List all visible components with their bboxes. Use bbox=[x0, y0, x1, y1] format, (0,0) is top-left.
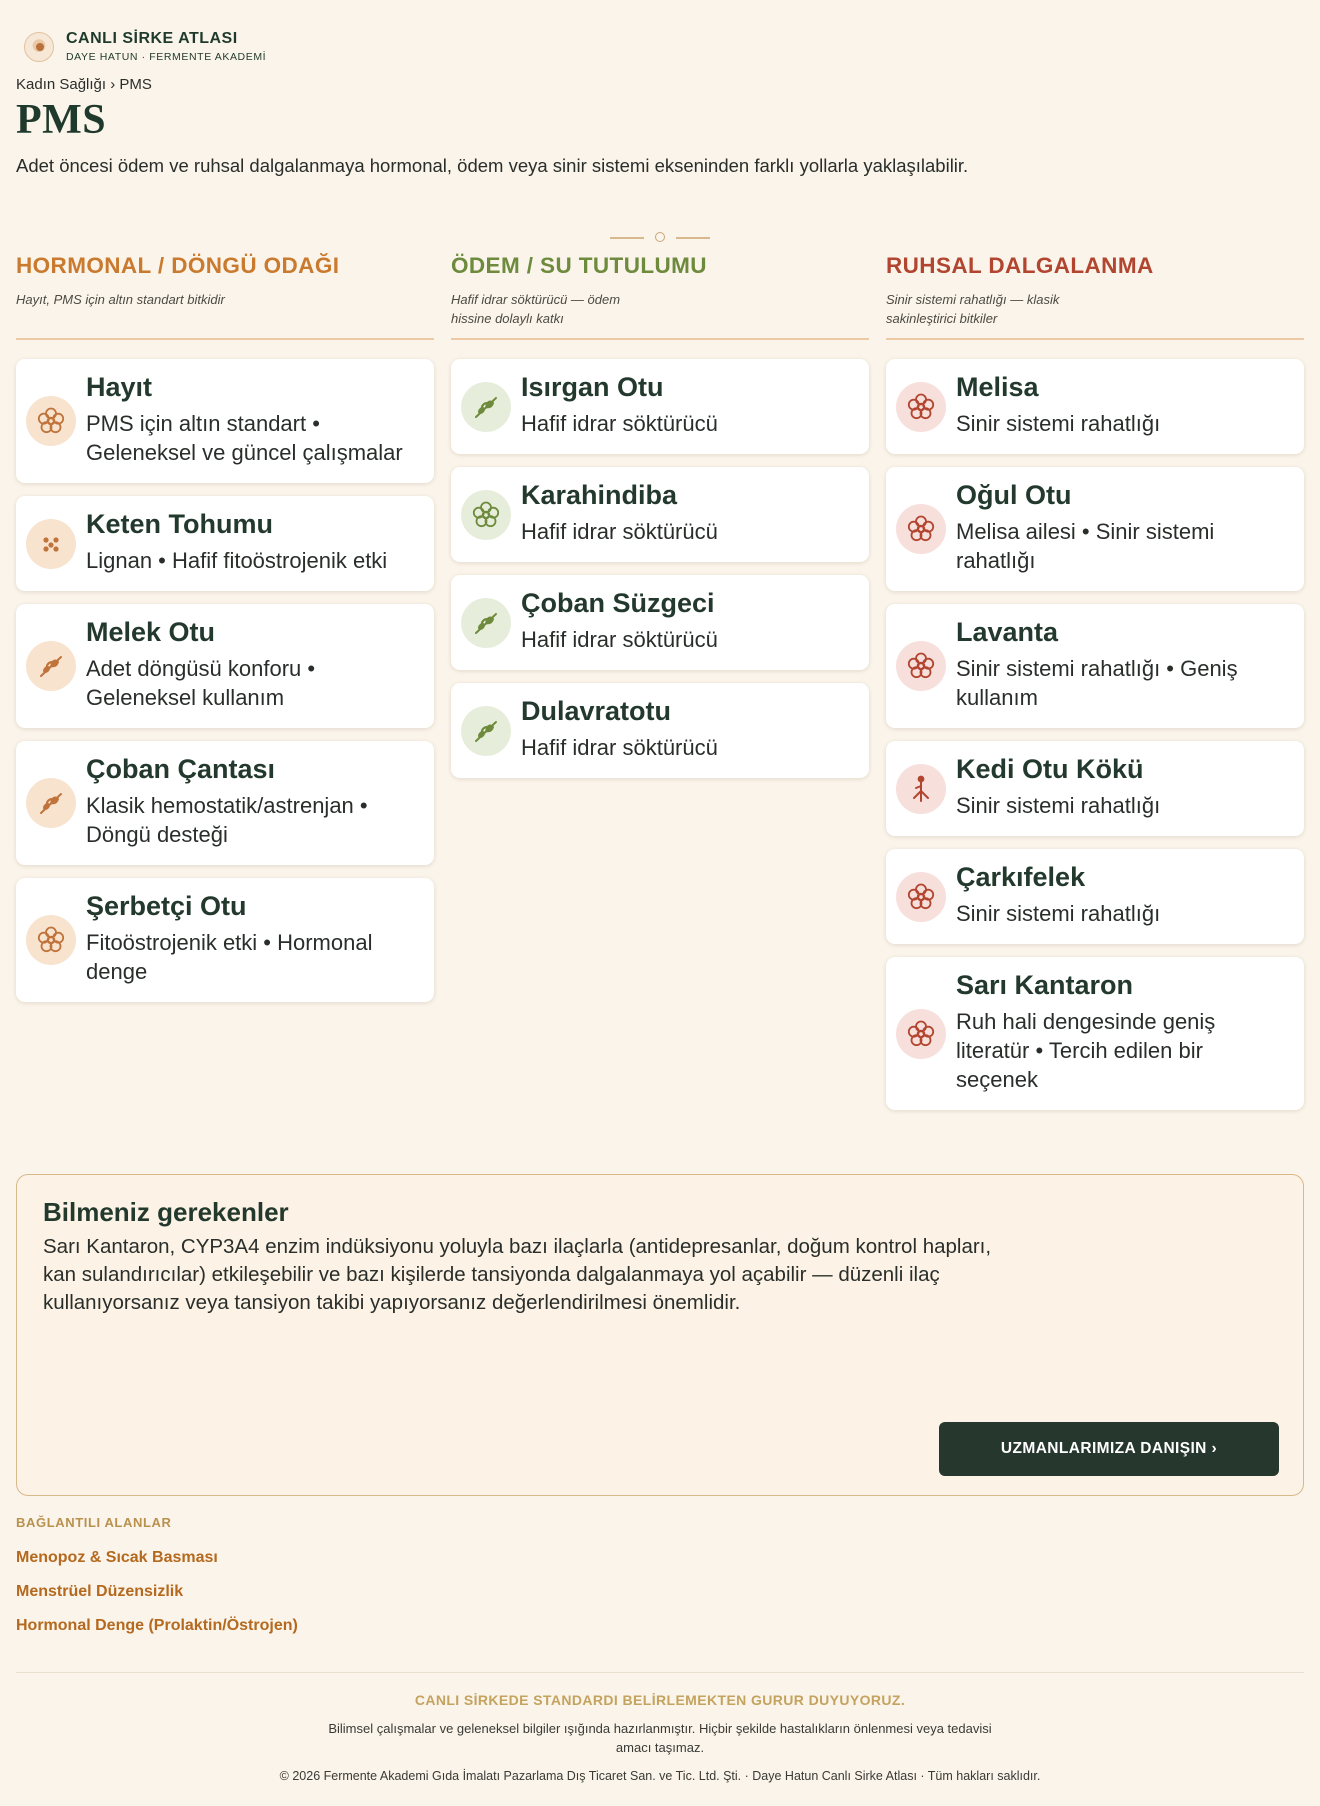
column-title: HORMONAL / DÖNGÜ ODAĞI bbox=[16, 253, 340, 278]
breadcrumb-separator: › bbox=[110, 76, 116, 93]
herb-card[interactable] bbox=[886, 604, 1304, 728]
herb-description: PMS için altın standart • Geleneksel ve güncel çalışmalar bbox=[86, 411, 403, 465]
root-icon bbox=[896, 764, 946, 814]
herb-card[interactable] bbox=[16, 741, 434, 865]
related-label: BAĞLANTILI ALANLAR bbox=[16, 1515, 172, 1530]
footer-disclaimer: Bilimsel çalışmalar ve geleneksel bilgiler ışığında hazırlanmıştır. Hiçbir şekilde hastalıkların önlenmesi veya tedavisi amacı taşımaz. bbox=[328, 1721, 992, 1755]
related-links bbox=[16, 1545, 298, 1647]
herb-description: Sinir sistemi rahatlığı bbox=[956, 901, 1161, 926]
herb-columns bbox=[16, 250, 1304, 1110]
column-description: Hayıt, PMS için altın standart bitkidir bbox=[16, 292, 225, 307]
herb-card[interactable] bbox=[451, 683, 869, 778]
footer-tagline: CANLI SİRKEDE STANDARDI BELİRLEMEKTEN GURUR DUYUYORUZ. bbox=[414, 1692, 906, 1708]
brand-logo-icon bbox=[24, 32, 54, 62]
column-header bbox=[886, 250, 1304, 340]
column-header bbox=[451, 250, 869, 340]
herb-card-list bbox=[451, 359, 869, 778]
herb-description: Lignan • Hafif fitoöstrojenik etki bbox=[86, 548, 388, 573]
flower-icon bbox=[896, 382, 946, 432]
herb-card[interactable] bbox=[886, 359, 1304, 454]
column-header bbox=[16, 250, 434, 340]
herb-card[interactable] bbox=[886, 957, 1304, 1110]
notice-title: Bilmeniz gerekenler bbox=[43, 1197, 289, 1227]
breadcrumb bbox=[16, 76, 152, 93]
herb-name: Karahindiba bbox=[521, 480, 678, 510]
flower-icon bbox=[26, 915, 76, 965]
sprig-icon bbox=[461, 598, 511, 648]
page-title: PMS bbox=[16, 97, 107, 143]
herb-name: Kedi Otu Kökü bbox=[956, 754, 1144, 784]
page bbox=[16, 0, 1304, 1806]
herb-description: Ruh hali dengesinde geniş literatür • Tercih edilen bir seçenek bbox=[956, 1009, 1216, 1092]
sprig-icon bbox=[461, 706, 511, 756]
column-title: RUHSAL DALGALANMA bbox=[886, 253, 1154, 278]
herb-name: Isırgan Otu bbox=[521, 372, 664, 402]
column-odem bbox=[451, 250, 869, 1110]
notice-text: Sarı Kantaron, CYP3A4 enzim indüksiyonu yoluyla bazı ilaçlarla (antidepresanlar, doğum kontrol hapları, kan sulandırıcılar) etkileşebilir ve bazı kişilerde tansiyonda dalgalanmaya yol açabilir — düzenli ilaç kullanıyorsanız veya tansiyon takibi yapıyorsanız değerlendirilmesi önemlidir. bbox=[43, 1235, 992, 1314]
herb-card[interactable] bbox=[16, 604, 434, 728]
herb-card-list bbox=[16, 359, 434, 1002]
herb-card[interactable] bbox=[16, 496, 434, 591]
seeds-icon bbox=[26, 519, 76, 569]
herb-card-list bbox=[886, 359, 1304, 1110]
herb-description: Fitoöstrojenik etki • Hormonal denge bbox=[86, 930, 373, 984]
column-description: Hafif idrar söktürücü — ödem hissine dolaylı katkı bbox=[451, 292, 621, 326]
herb-description: Hafif idrar söktürücü bbox=[521, 627, 718, 652]
flower-icon bbox=[26, 396, 76, 446]
herb-name: Çarkıfelek bbox=[956, 862, 1086, 892]
herb-description: Sinir sistemi rahatlığı bbox=[956, 411, 1161, 436]
flower-icon bbox=[461, 490, 511, 540]
column-description: Sinir sistemi rahatlığı — klasik sakinleştirici bitkiler bbox=[886, 292, 1060, 326]
brand[interactable] bbox=[24, 30, 266, 63]
column-title: ÖDEM / SU TUTULUMU bbox=[451, 253, 707, 278]
herb-name: Oğul Otu bbox=[956, 480, 1072, 510]
herb-card[interactable] bbox=[451, 575, 869, 670]
sprig-icon bbox=[26, 641, 76, 691]
herb-name: Keten Tohumu bbox=[86, 509, 273, 539]
herb-card[interactable] bbox=[451, 359, 869, 454]
herb-card[interactable] bbox=[16, 359, 434, 483]
flower-icon bbox=[896, 504, 946, 554]
related-link-menstruel[interactable]: Menstrüel Düzensizlik bbox=[16, 1583, 184, 1600]
related-link-hormonal-denge[interactable]: Hormonal Denge (Prolaktin/Östrojen) bbox=[16, 1617, 298, 1634]
related-link-menopoz[interactable]: Menopoz & Sıcak Basması bbox=[16, 1549, 218, 1566]
divider-ornament bbox=[610, 230, 710, 246]
flower-icon bbox=[896, 1009, 946, 1059]
herb-description: Hafif idrar söktürücü bbox=[521, 735, 718, 760]
herb-description: Adet döngüsü konforu • Geleneksel kullanım bbox=[86, 656, 316, 710]
brand-subtitle: DAYE HATUN · FERMENTE AKADEMİ bbox=[66, 51, 267, 63]
flower-icon bbox=[896, 641, 946, 691]
herb-name: Çoban Süzgeci bbox=[521, 588, 715, 618]
herb-name: Sarı Kantaron bbox=[956, 970, 1134, 1000]
brand-name: CANLI SİRKE ATLASI bbox=[66, 30, 238, 47]
herb-card[interactable] bbox=[16, 878, 434, 1002]
sprig-icon bbox=[26, 778, 76, 828]
herb-card[interactable] bbox=[451, 467, 869, 562]
notice-box bbox=[16, 1174, 1304, 1496]
column-ruhsal bbox=[886, 250, 1304, 1110]
herb-description: Sinir sistemi rahatlığı • Geniş kullanım bbox=[956, 656, 1238, 710]
footer-divider bbox=[16, 1672, 1304, 1673]
herb-name: Şerbetçi Otu bbox=[86, 891, 247, 921]
herb-description: Hafif idrar söktürücü bbox=[521, 519, 718, 544]
herb-card[interactable] bbox=[886, 467, 1304, 591]
herb-name: Dulavratotu bbox=[521, 696, 672, 726]
flower-icon bbox=[896, 872, 946, 922]
herb-description: Hafif idrar söktürücü bbox=[521, 411, 718, 436]
breadcrumb-parent[interactable]: Kadın Sağlığı bbox=[16, 76, 107, 93]
herb-name: Çoban Çantası bbox=[86, 754, 276, 784]
herb-name: Lavanta bbox=[956, 617, 1059, 647]
herb-card[interactable] bbox=[886, 741, 1304, 836]
footer-copyright: © 2026 Fermente Akademi Gıda İmalatı Pazarlama Dış Ticaret San. ve Tic. Ltd. Şti. · Daye Hatun Canlı Sirke Atlası · Tüm hakları saklıdır. bbox=[279, 1769, 1041, 1783]
herb-description: Sinir sistemi rahatlığı bbox=[956, 793, 1161, 818]
herb-name: Melisa bbox=[956, 372, 1039, 402]
consult-experts-button[interactable]: UZMANLARIMIZA DANIŞIN › bbox=[939, 1422, 1279, 1476]
herb-description: Melisa ailesi • Sinir sistemi rahatlığı bbox=[956, 519, 1215, 573]
column-hormonal bbox=[16, 250, 434, 1110]
herb-name: Hayıt bbox=[86, 372, 153, 402]
herb-name: Melek Otu bbox=[86, 617, 216, 647]
breadcrumb-current: PMS bbox=[119, 76, 152, 93]
page-intro: Adet öncesi ödem ve ruhsal dalgalanmaya hormonal, ödem veya sinir sistemi ekseninden farklı yollarla yaklaşılabilir. bbox=[16, 155, 969, 176]
sprig-icon bbox=[461, 382, 511, 432]
herb-description: Klasik hemostatik/astrenjan • Döngü desteği bbox=[86, 793, 368, 847]
herb-card[interactable] bbox=[886, 849, 1304, 944]
